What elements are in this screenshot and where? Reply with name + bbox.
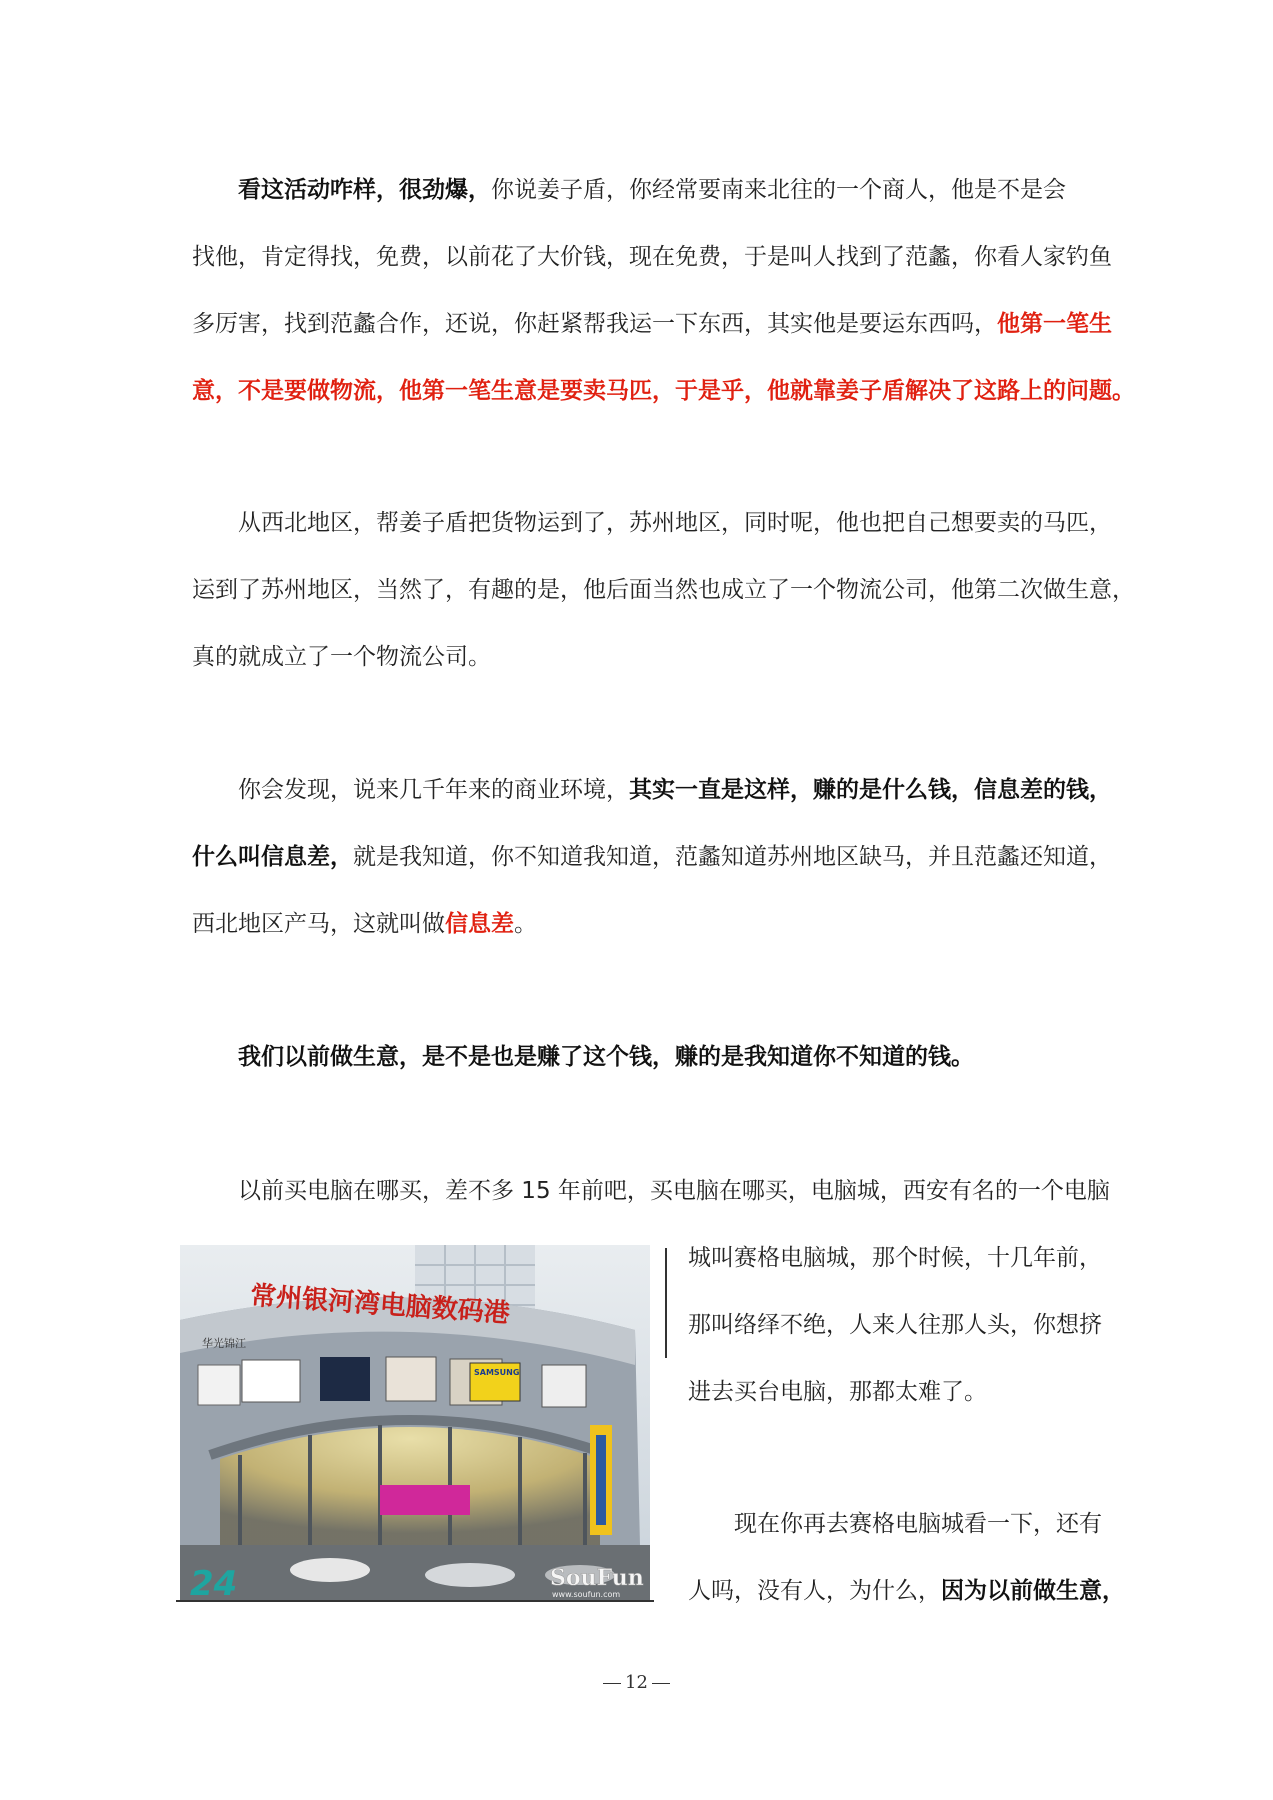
p1-red-phrase: 他第一笔生: [997, 311, 1112, 337]
p2-line-1: 从西北地区，帮姜子盾把货物运到了，苏州地区，同时呢，他也把自己想要卖的马匹，: [238, 510, 1112, 536]
p3-line-3-text: 西北地区产马，这就叫做: [192, 911, 445, 937]
paragraph-2: [192, 490, 1135, 691]
page-number: 12: [625, 1672, 648, 1693]
paragraph-1: [192, 157, 1135, 425]
p3-line-1-text: 你会发现，说来几千年来的商业环境，: [238, 777, 629, 803]
paragraph-6: [688, 1491, 1125, 1625]
p3-bold-phrase: 其实一直是这样，赚的是什么钱，信息差的钱，: [629, 777, 1112, 803]
p1-bold-phrase: 看这活动咋样，很劲爆，: [238, 177, 491, 203]
page-footer: [0, 1672, 1273, 1693]
p3-line-1: [192, 757, 1112, 824]
footer-dash-left: [603, 1683, 621, 1684]
p3-bold-term: 什么叫信息差，: [192, 844, 353, 870]
p4-bold-line: 我们以前做生意，是不是也是赚了这个钱，赚的是我知道你不知道的钱。: [238, 1044, 974, 1070]
p5-side-text: [688, 1225, 1102, 1426]
photo-underline: [176, 1600, 654, 1602]
mall-sign: 常州银河湾电脑数码港: [249, 1280, 511, 1329]
photo-side-mark: [665, 1248, 667, 1358]
paragraph-4: [192, 1024, 1084, 1091]
p6-bold-phrase: 因为以前做生意，: [941, 1578, 1125, 1604]
p1-line-3-text: 多厉害，找到范蠡合作，还说，你赶紧帮我运一下东西，其实他是要运东西吗，: [192, 311, 997, 337]
footer-dash-right: [652, 1683, 670, 1684]
p2-line-2: 运到了苏州地区，当然了，有趣的是，他后面当然也成立了一个物流公司，他第二次做生意，: [192, 577, 1135, 603]
p5-line-3: 那叫络绎不绝，人来人往那人头，你想挤: [688, 1312, 1102, 1338]
samsung-billboard: SAMSUNG: [474, 1368, 520, 1377]
paragraph-5: [192, 1158, 1110, 1225]
p3-red-term: 信息差: [445, 911, 514, 937]
p5-line-1: 以前买电脑在哪买，差不多 15 年前吧，买电脑在哪买，电脑城，西安有名的一个电脑: [238, 1178, 1110, 1204]
p5-line-4: 进去买台电脑，那都太难了。: [688, 1379, 987, 1405]
computer-mall-photo: [180, 1245, 650, 1600]
p1-line-2: 找他，肯定得找，免费，以前花了大价钱，现在免费，于是叫人找到了范蠡，你看人家钓鱼: [192, 244, 1112, 270]
p3-line-3: [192, 891, 1084, 958]
p6-line-2-text: 人吗，没有人，为什么，: [688, 1578, 941, 1604]
small-sign: 华光锦江: [202, 1337, 246, 1350]
p3-line-2: [192, 824, 1112, 891]
p1-line-1: [192, 157, 1084, 224]
p1-line-3: [192, 291, 1112, 358]
p3-line-3-end: 。: [514, 911, 537, 937]
soufun-url: www.soufun.com: [552, 1590, 621, 1599]
p5-line-2: 城叫赛格电脑城，那个时候，十几年前，: [688, 1245, 1102, 1271]
p6-line-1: 现在你再去赛格电脑城看一下，还有: [734, 1511, 1102, 1537]
logo-24: 24: [190, 1564, 238, 1600]
p3-line-2-text: 就是我知道，你不知道我知道，范蠡知道苏州地区缺马，并且范蠡还知道，: [353, 844, 1112, 870]
paragraph-3: [192, 757, 1112, 958]
p6-line-2: [688, 1558, 1125, 1625]
p2-line-3: 真的就成立了一个物流公司。: [192, 644, 491, 670]
p1-text: 你说姜子盾，你经常要南来北往的一个商人，他是不是会: [491, 177, 1066, 203]
computer-mall-illustration: [180, 1245, 650, 1600]
soufun-watermark: SouFun: [550, 1565, 644, 1591]
p1-line-4-red: 意，不是要做物流，他第一笔生意是要卖马匹，于是乎，他就靠姜子盾解决了这路上的问题。: [192, 378, 1135, 404]
